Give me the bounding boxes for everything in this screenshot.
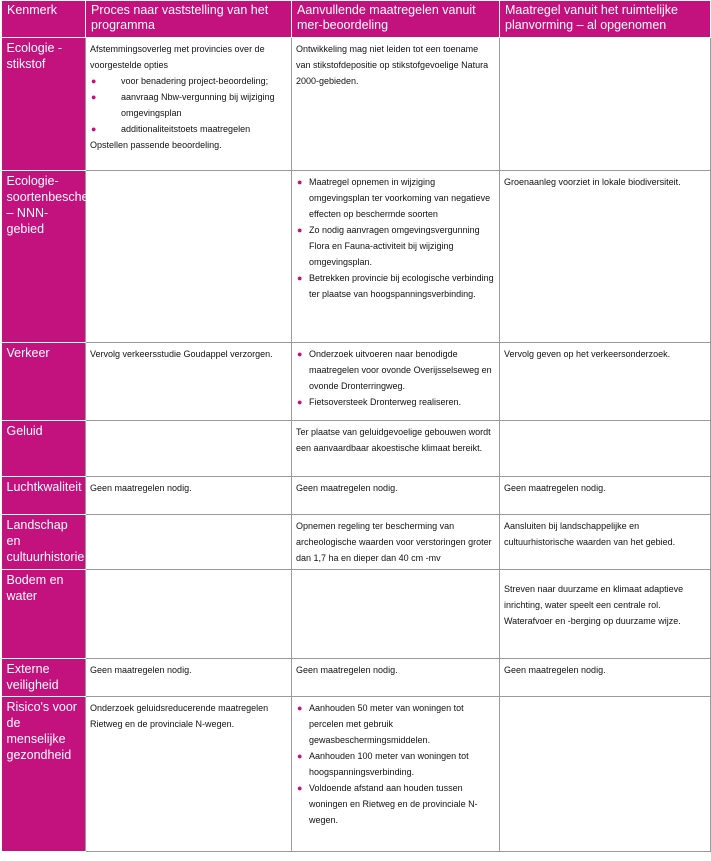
cell-text: Afstemmingsoverleg met provincies over de voorgestelde opties <box>90 44 265 70</box>
cell-proces: Vervolg verkeersstudie Goudappel verzorgen. <box>86 343 292 421</box>
list-item <box>296 700 495 748</box>
cell-aanvullend: Ontwikkeling mag niet leiden tot een toename van stikstofdepositie op stikstofgevoelige Natura 2000-gebieden. <box>292 38 500 171</box>
list-item <box>296 780 495 828</box>
cell-aanvullend <box>292 570 500 659</box>
header-row <box>2 1 711 38</box>
table-row <box>2 477 711 515</box>
bullet-list <box>90 73 287 137</box>
bullet-icon: ● <box>297 349 303 359</box>
measures-table <box>1 0 711 852</box>
header-ruimtelijk: Maatregel vanuit het ruimtelijke planvorming – al opgenomen <box>500 1 711 38</box>
table-row <box>2 343 711 421</box>
row-kenmerk: Ecologie-soortenbescherming – NNN-gebied <box>2 171 86 343</box>
bullet-list <box>296 346 495 410</box>
bullet-icon: ● <box>297 225 303 235</box>
cell-ruimtelijk <box>500 421 711 477</box>
bullet-icon: ● <box>297 397 303 407</box>
cell-proces: Onderzoek geluidsreducerende maatregelen Rietweg en de provinciale N-wegen. <box>86 697 292 852</box>
cell-ruimtelijk <box>500 38 711 171</box>
list-item-text: Aanhouden 50 meter van woningen tot percelen met gebruik gewasbeschermingsmiddelen. <box>309 703 464 745</box>
cell-ruimtelijk: Groenaanleg voorziet in lokale biodiversiteit. <box>500 171 711 343</box>
cell-text: Waterafvoer en -berging op duurzame wijze. <box>504 616 681 626</box>
row-kenmerk: Risico's voor de menselijke gezondheid <box>2 697 86 852</box>
list-item <box>296 174 495 222</box>
list-item <box>296 270 495 302</box>
cell-proces <box>86 515 292 570</box>
row-kenmerk: Geluid <box>2 421 86 477</box>
row-kenmerk: Luchtkwaliteit <box>2 477 86 515</box>
row-kenmerk: Landschap en cultuurhistorie <box>2 515 86 570</box>
cell-aanvullend <box>292 171 500 343</box>
row-kenmerk: Verkeer <box>2 343 86 421</box>
list-item <box>296 346 495 394</box>
bullet-icon: ● <box>297 703 303 713</box>
cell-proces <box>86 38 292 171</box>
bullet-list <box>296 700 495 828</box>
bullet-icon: ● <box>297 751 303 761</box>
cell-proces: Geen maatregelen nodig. <box>86 477 292 515</box>
list-item <box>296 222 495 270</box>
header-proces: Proces naar vaststelling van het programma <box>86 1 292 38</box>
list-item-text: Voldoende afstand aan houden tussen woningen en Rietweg en de provinciale N-wegen. <box>309 783 478 825</box>
list-item <box>296 394 495 410</box>
cell-proces <box>86 421 292 477</box>
cell-ruimtelijk <box>500 697 711 852</box>
bullet-icon: ● <box>91 124 97 134</box>
table-row <box>2 570 711 659</box>
row-kenmerk: Bodem en water <box>2 570 86 659</box>
table-row <box>2 171 711 343</box>
list-item-text: voor benadering project-beoordeling; <box>121 76 269 86</box>
cell-ruimtelijk: Geen maatregelen nodig. <box>500 659 711 697</box>
list-item-text: Fietsoversteek Dronterweg realiseren. <box>309 397 462 407</box>
list-item <box>90 73 287 89</box>
table-row <box>2 38 711 171</box>
bullet-icon: ● <box>297 783 303 793</box>
list-item-text: additionaliteitstoets maatregelen <box>121 124 251 134</box>
bullet-list <box>296 174 495 302</box>
list-item <box>296 748 495 780</box>
cell-ruimtelijk: Geen maatregelen nodig. <box>500 477 711 515</box>
list-item-text: aanvraag Nbw-vergunning bij wijziging omgevingsplan <box>121 92 275 118</box>
list-item-text: Zo nodig aanvragen omgevingsvergunning Flora en Fauna-activiteit bij wijziging omgevingsplan. <box>309 225 480 267</box>
bullet-icon: ● <box>297 177 303 187</box>
cell-ruimtelijk: Vervolg geven op het verkeersonderzoek. <box>500 343 711 421</box>
cell-aanvullend: Ter plaatse van geluidgevoelige gebouwen wordt een aanvaardbaar akoestische klimaat bereikt. <box>292 421 500 477</box>
bullet-icon: ● <box>91 92 97 102</box>
bullet-icon: ● <box>297 273 303 283</box>
row-kenmerk: Externe veiligheid <box>2 659 86 697</box>
cell-aanvullend: Geen maatregelen nodig. <box>292 659 500 697</box>
table-row <box>2 421 711 477</box>
list-item <box>90 121 287 137</box>
cell-aanvullend <box>292 343 500 421</box>
list-item-text: Maatregel opnemen in wijziging omgevingsplan ter voorkoming van negatieve effecten op beschermde soorten <box>309 177 491 219</box>
row-kenmerk: Ecologie - stikstof <box>2 38 86 171</box>
list-item-text: Betrekken provincie bij ecologische verbinding ter plaatse van hoogspanningsverbinding. <box>309 273 494 299</box>
cell-proces: Geen maatregelen nodig. <box>86 659 292 697</box>
cell-aanvullend: Opnemen regeling ter bescherming van archeologische waarden voor verstoringen groter dan 1,7 ha en dieper dan 40 cm -mv <box>292 515 500 570</box>
cell-aanvullend <box>292 697 500 852</box>
list-item <box>90 89 287 121</box>
cell-ruimtelijk: Aansluiten bij landschappelijke en cultuurhistorische waarden van het gebied. <box>500 515 711 570</box>
cell-text: Opstellen passende beoordeling. <box>90 140 222 150</box>
header-kenmerk: Kenmerk <box>2 1 86 38</box>
table-row <box>2 515 711 570</box>
cell-aanvullend: Geen maatregelen nodig. <box>292 477 500 515</box>
cell-proces <box>86 570 292 659</box>
bullet-icon: ● <box>91 76 97 86</box>
table-row <box>2 697 711 852</box>
cell-ruimtelijk <box>500 570 711 659</box>
cell-text: Streven naar duurzame en klimaat adaptieve inrichting, water speelt een centrale rol. <box>504 584 684 610</box>
list-item-text: Onderzoek uitvoeren naar benodigde maatregelen voor ovonde Overijsselseweg en ovonde Dronterringweg. <box>309 349 492 391</box>
list-item-text: Aanhouden 100 meter van woningen tot hoogspanningsverbinding. <box>309 751 469 777</box>
header-aanvullend: Aanvullende maatregelen vanuit mer-beoordeling <box>292 1 500 38</box>
table-row <box>2 659 711 697</box>
